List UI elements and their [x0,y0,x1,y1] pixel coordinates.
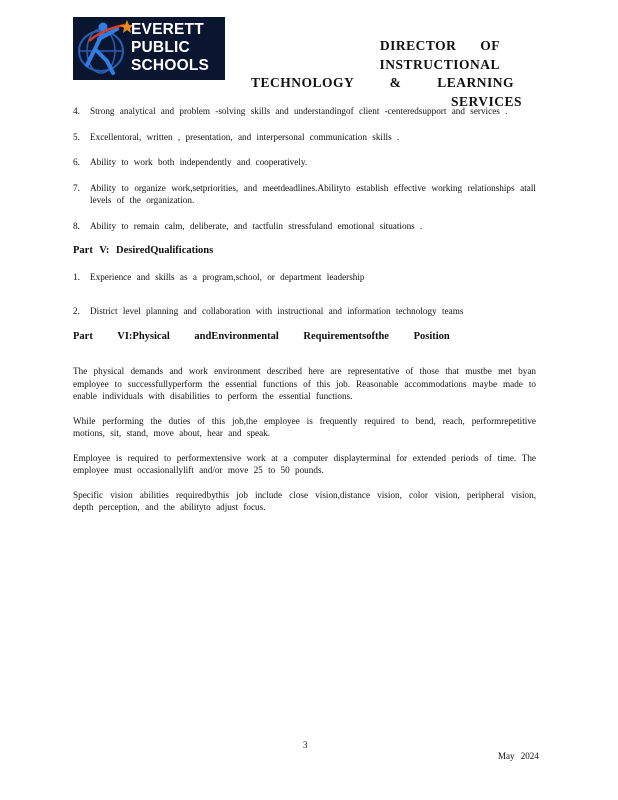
list-text: Experience and skills as a program,school, or department leadership [90,271,365,282]
page-number: 3 [303,740,308,750]
list-item [73,105,536,118]
document-title [246,37,524,111]
paragraph: Employee is required to performextensive work at a computer displayterminal for extended periods of time. The employee must occasionallylift and/or move 25 to 50 pounds. [73,452,536,475]
list-text: Ability to work both independently and cooperatively. [90,157,308,167]
list-number: 7. [73,182,80,193]
logo-line-schools: SCHOOLS [131,57,210,74]
list-text: Ability to organize work,setpriorities, and meetdeadlines.Abilityto establish effective working relationships atall levels of the organization. [90,182,536,205]
list-number: 2. [73,306,80,316]
list-number: 4. [73,106,80,116]
footer-date: May 2024 [498,751,539,761]
logo-line-public: PUBLIC [131,39,190,56]
everett-public-schools-logo [73,17,225,80]
list-item [73,220,536,233]
list-item [73,182,536,207]
list-text: District level planning and collaboration with instructional and information technology teams [90,306,464,316]
section-heading-part-5: Part V: DesiredQualifications [73,245,214,256]
list-number: 1. [73,271,80,282]
document-body [73,105,536,526]
list-item [73,156,536,169]
title-line-1: DIRECTOR OF INSTRUCTIONAL [379,38,500,72]
title-line-3: SERVICES [450,93,522,109]
title-line-2: TECHNOLOGY & LEARNING [250,75,514,90]
list-number: 6. [73,157,80,167]
paragraph: The physical demands and work environment described here are representative of those that mustbe met byan employee to successfullyperform the essential functions of this job. Reasonable accommodations maybe made to enable individuals with disabilities to perform the essential functions. [73,366,536,401]
section-heading-part-6: Part VI:Physical andEnvironmental Requirementsofthe Position [73,330,450,342]
paragraph: While performing the duties of this job,the employee is frequently required to bend, reach, performrepetitive motions, sit, stand, move about, hear and speak. [73,415,536,438]
list-item [73,131,536,144]
paragraph: Specific vision abilities requiredbythis job include close vision,distance vision, color vision, peripheral vision, depth perception, and the abilityto adjust focus. [73,489,536,512]
list-number: 8. [73,220,80,231]
list-item [73,271,536,284]
list-text: Excellentoral, written , presentation, and interpersonal communication skills . [90,131,400,142]
list-text: Ability to remain calm, deliberate, and tactfulin stressfuland emotional situations . [90,220,423,231]
list-item [73,305,536,318]
logo-line-everett: EVERETT [131,21,204,38]
list-text: Strong analytical and problem -solving skills and understandingof client -centeredsupport and services . [90,106,508,116]
list-number: 5. [73,131,80,142]
